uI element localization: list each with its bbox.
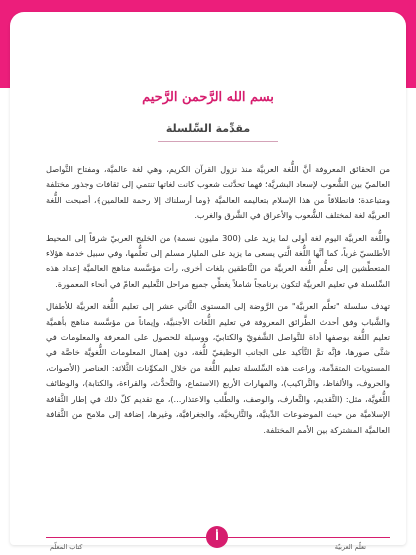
body-text: [46, 162, 390, 445]
page-sheet: [10, 12, 406, 551]
footer-series-name: تعلّم العربيّة: [334, 543, 366, 551]
title-underline: [158, 141, 278, 142]
section-title: مقدِّمة السِّلسلة: [165, 122, 251, 135]
paragraph-2: واللُّغة العربيَّة اليوم لغة أولى لما يزيد على (300 مليون نسمة) من الخليج العربيّ شرقاً إلى المحيط الأطلسيّ غرباً، كما أنَّها اللُّغة الَّتي يسعى ما يزيد على المليار مسلم إلى تعلُّمها، وفي سبيل خدمة هؤلاء المتعطِّشين إلى تعلُّم اللُّغة العربيَّة من النَّاطقين بلغات أخرى، رأت مؤسَّسة مناهج العالميَّة إعداد هذه السِّلسلة في تعليم العربيَّة لتكون برنامجاً شاملاً يغطِّي جميع مراحل التَّعليم العامّ في أنحاء المعمورة.: [46, 232, 390, 289]
footer-book-type: كتاب المعلّم: [50, 543, 83, 551]
paragraph-1: من الحقائق المعروفة أنَّ اللُّغة العربيَّة منذ نزول القرآن الكريم، وهي لغة عالميَّة، ومفتاح التَّواصل العالميّ بين الشُّعوب لإسعاد البشريَّة؛ فهما تحدَّثت شعوب كانت لغاتها تنتمي إلى ثقافات وجذور مختلفة ومتباعدة؛ فانطلاقاً من هذا الإسلام بتعاليمه العالميَّة ﴿وما أرسلناك إلا رحمة للعالمين﴾، أصبحت اللُّغة العربيَّة لغة لمختلف الشُّعوب والأعراق في الشَّرق والغرب.: [46, 164, 390, 221]
page-number-badge: أ: [206, 526, 228, 548]
basmala-heading: بسم الله الرَّحمن الرَّحيم: [142, 90, 274, 105]
paragraph-3: تهدف سلسلة "تعلَّم العربيَّة" من الرَّوضة إلى المستوى الثَّاني عشر إلى تعليم اللُّغة العربيَّة للأطفال والشَّباب وفق أحدث الطَّرائق المعروفة في تعليم اللُّغات الأجنبيَّة، وإيماناً من مؤسَّسة مناهج بأهميَّة تعليم اللُّغة بوصفها أداة للتَّواصل الشَّفويّ والكتابيّ، ووسيلة للحصول على المعرفة والمعلومات في شتَّى صورها، فإنَّه تمَّ التَّأكيد على الجانب الوظيفيّ للُّغة، دون إهمال المعلومات اللُّغويَّة خاصَّة في المستويات المتقدِّمة، وراعت هذه السِّلسلة تعليم اللُّغة من خلال المكوِّنات الثَّلاثة: العناصر (الأصوات، والحروف، والألفاظ، والتَّراكيب)، والمهارات الأربع (الاستماع، والتَّحدُّث، والقراءة، والكتابة)، والوظائف اللُّغويَّة، مثل: (التَّقديم، والتَّعارف، والوصف، والطَّلب والاعتذار...)، مع تقديم كلّ ذلك في إطار الثَّقافة الإسلاميَّة من حيث الموضوعات الدِّينيَّة، والتَّاريخيَّة، والجغرافيَّة، وغيرها، إضافة إلى ملامح من الثَّقافة العالميَّة المشتركة بين الأمم المختلفة.: [46, 301, 390, 435]
